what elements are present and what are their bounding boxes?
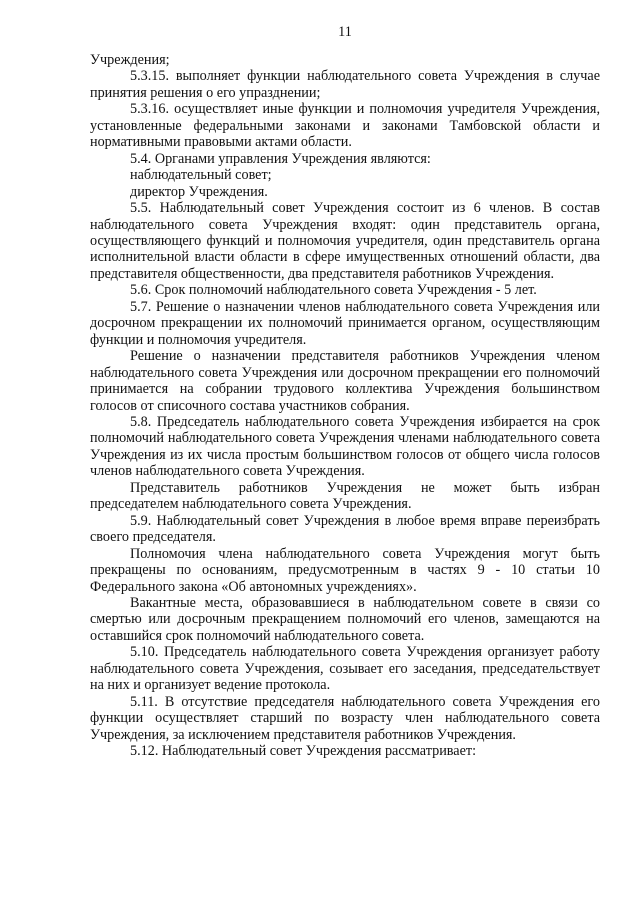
- paragraph: 5.4. Органами управления Учреждения являются:: [130, 150, 431, 167]
- paragraph: Решение о назначении представителя работников Учреждения членом наблюдательного совета Учреждения или досрочном прекращении его полномочий принимается на собрании трудового коллектива Учреждения большинством голосов от списочного состава участников собрания.: [90, 348, 600, 414]
- document-page: [90, 24, 600, 759]
- paragraph: Представитель работников Учреждения не может быть избран председателем наблюдательного совета Учреждения.: [90, 479, 600, 513]
- paragraph: 5.3.16. осуществляет иные функции и полномочия учредителя Учреждения, установленные федеральными законами и законами Тамбовской области и нормативными правовыми актами области.: [90, 101, 600, 151]
- paragraph: 5.9. Наблюдательный совет Учреждения в любое время вправе переизбрать своего председателя.: [90, 512, 600, 546]
- paragraph: 5.5. Наблюдательный совет Учреждения состоит из 6 членов. В состав наблюдательного совета Учреждения входят: один представитель органа, осуществляющего функций и полномочия учредителя, один представитель органа исполнительной власти области в сфере имущественных отношений области, два представителя общественности, два представителя работников Учреждения.: [90, 200, 600, 282]
- paragraph: 5.10. Председатель наблюдательного совета Учреждения организует работу наблюдательного совета Учреждения, созывает его заседания, председательствует на них и организует ведение протокола.: [90, 644, 600, 694]
- paragraph: наблюдательный совет;: [130, 167, 272, 184]
- paragraph: 5.7. Решение о назначении членов наблюдательного совета Учреждения или досрочном прекращении их полномочий принимается органом, осуществляющим функции и полномочия учредителя.: [90, 298, 600, 348]
- paragraph: 5.6. Срок полномочий наблюдательного совета Учреждения - 5 лет.: [130, 282, 537, 299]
- paragraph: Вакантные места, образовавшиеся в наблюдательном совете в связи со смертью или досрочным прекращением полномочий его членов, замещаются на оставшийся срок полномочий наблюдательного совета.: [90, 594, 600, 644]
- paragraph: 5.11. В отсутствие председателя наблюдательного совета Учреждения его функции осуществляет старший по возрасту член наблюдательного совета Учреждения, за исключением представителя работников Учреждения.: [90, 693, 600, 743]
- document-body: [90, 52, 600, 759]
- paragraph: директор Учреждения.: [130, 183, 268, 200]
- paragraph: 5.12. Наблюдательный совет Учреждения рассматривает:: [130, 743, 477, 760]
- paragraph: 5.8. Председатель наблюдательного совета Учреждения избирается на срок полномочий наблюдательного совета Учреждения членами наблюдательного совета Учреждения из их числа простым большинством голосов от общего числа голосов членов наблюдательного совета Учреждения.: [90, 413, 600, 480]
- paragraph: Учреждения;: [90, 52, 170, 68]
- paragraph: 5.3.15. выполняет функции наблюдательного совета Учреждения в случае принятия решения о его упразднении;: [90, 68, 600, 101]
- page-number: 11: [338, 24, 352, 40]
- paragraph: Полномочия члена наблюдательного совета Учреждения могут быть прекращены по основаниям, предусмотренным в частях 9 - 10 статьи 10 Федерального закона «Об автономных учреждениях».: [90, 545, 600, 595]
